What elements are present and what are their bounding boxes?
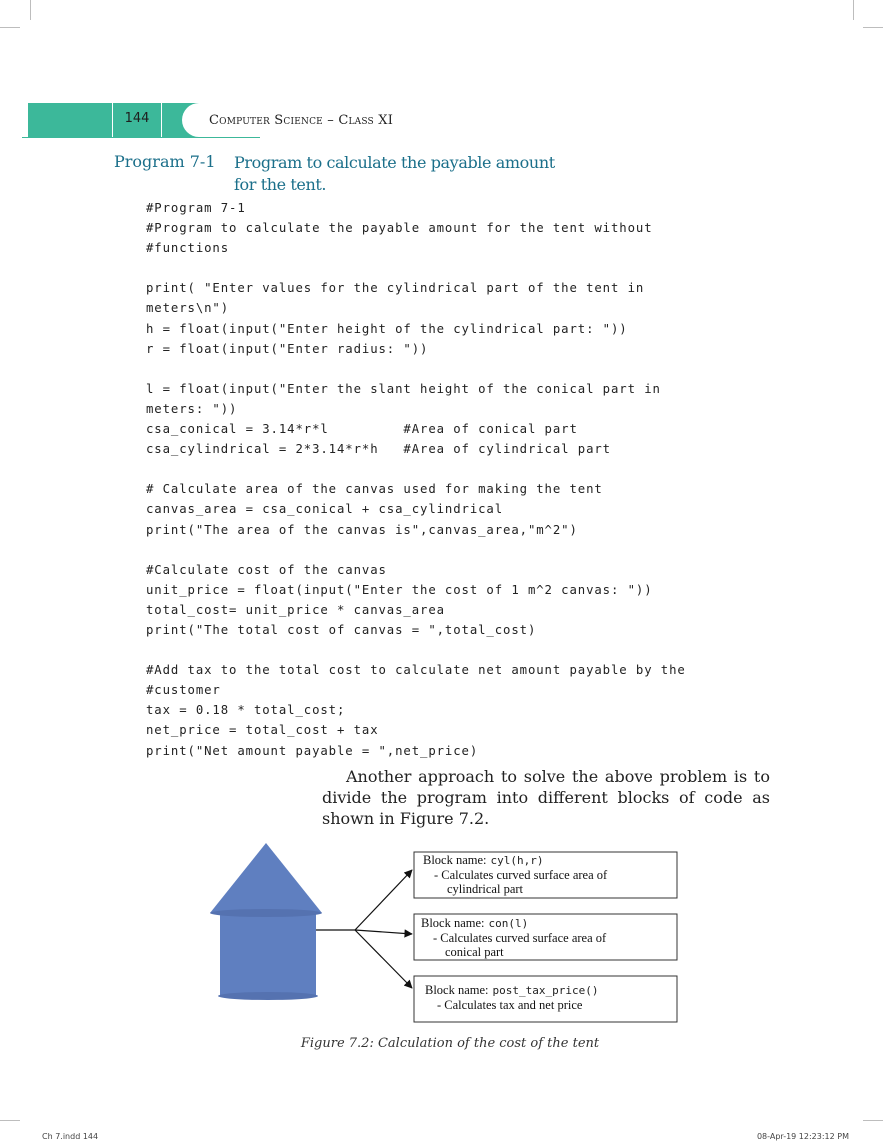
tent-rim bbox=[210, 909, 322, 917]
crop-mark bbox=[853, 0, 854, 20]
figure-7-2 bbox=[180, 838, 700, 1033]
crop-mark bbox=[863, 27, 883, 28]
body-paragraph: Another approach to solve the above problem is to divide the program into different blocks of code as shown in Figure 7.2. bbox=[322, 767, 770, 828]
block-label: Block name: bbox=[425, 983, 489, 997]
block-label: Block name: bbox=[421, 916, 485, 930]
crop-mark bbox=[0, 1120, 20, 1121]
footer-timestamp: 08-Apr-19 12:23:12 PM bbox=[756, 1132, 849, 1141]
block-desc-con-2: conical part bbox=[445, 945, 504, 959]
page-number: 144 bbox=[124, 111, 150, 126]
block-desc-cyl-2: cylindrical part bbox=[447, 882, 524, 896]
svg-text:Block name:post_tax_price() bbox=[425, 983, 599, 997]
block-func-con: con(l) bbox=[488, 917, 529, 930]
crop-mark bbox=[30, 0, 31, 20]
block-desc-con: - Calculates curved surface area of bbox=[433, 931, 607, 945]
block-desc-cyl: - Calculates curved surface area of bbox=[434, 868, 608, 882]
crop-mark bbox=[863, 1120, 883, 1121]
arrow-to-tax bbox=[355, 930, 412, 988]
svg-text:Block name:cyl(h,r) bbox=[423, 853, 544, 867]
svg-text:Block name:con(l) bbox=[421, 916, 528, 930]
code-listing: #Program 7-1 #Program to calculate the payable amount for the tent without #functions print( "Enter values for the cylindrical part of the tent in meters\n") h = float(input("Enter height of the cylindrical part: ")) r = float(input("Enter radius: ")) l = float(input("Enter the slant height of the conical part in meters: ")) csa_conical = 3.14*r*l #Area of conical part csa_cylindrical = 2*3.14*r*h #Area of cylindrical part # Calculate area of the canvas used for making the tent canvas_area = csa_conical + csa_cylindrical print("The area of the canvas is",canvas_area,"m^2") #Calculate cost of the canvas unit_price = float(input("Enter the cost of 1 m^2 canvas: ")) total_cost= unit_price * canvas_area print("The total cost of canvas = ",total_cost) #Add tax to the total cost to calculate net amount payable by the #customer tax = 0.18 * total_cost; net_price = total_cost + tax print("Net amount payable = ",net_price) bbox=[146, 201, 686, 758]
block-func-cyl: cyl(h,r) bbox=[490, 854, 544, 867]
footer-file: Ch 7.indd 144 bbox=[42, 1132, 99, 1141]
block-label: Block name: bbox=[423, 853, 487, 867]
program-label: Program 7-1 bbox=[114, 152, 216, 171]
tent-illustration bbox=[210, 843, 322, 1000]
book-title: Computer Science – Class XI bbox=[209, 113, 394, 128]
block-func-tax: post_tax_price() bbox=[492, 984, 599, 997]
tent-base bbox=[218, 992, 318, 1000]
block-desc-tax: - Calculates tax and net price bbox=[437, 998, 583, 1012]
tent-cone bbox=[210, 843, 322, 913]
arrow-to-con bbox=[355, 930, 412, 934]
header-rule bbox=[22, 137, 260, 138]
arrow-to-cyl bbox=[355, 870, 412, 930]
crop-mark bbox=[0, 27, 20, 28]
figure-caption: Figure 7.2: Calculation of the cost of the tent bbox=[300, 1036, 600, 1051]
program-title: Program to calculate the payable amount for the tent. bbox=[234, 153, 555, 194]
tent-cylinder bbox=[220, 913, 316, 995]
